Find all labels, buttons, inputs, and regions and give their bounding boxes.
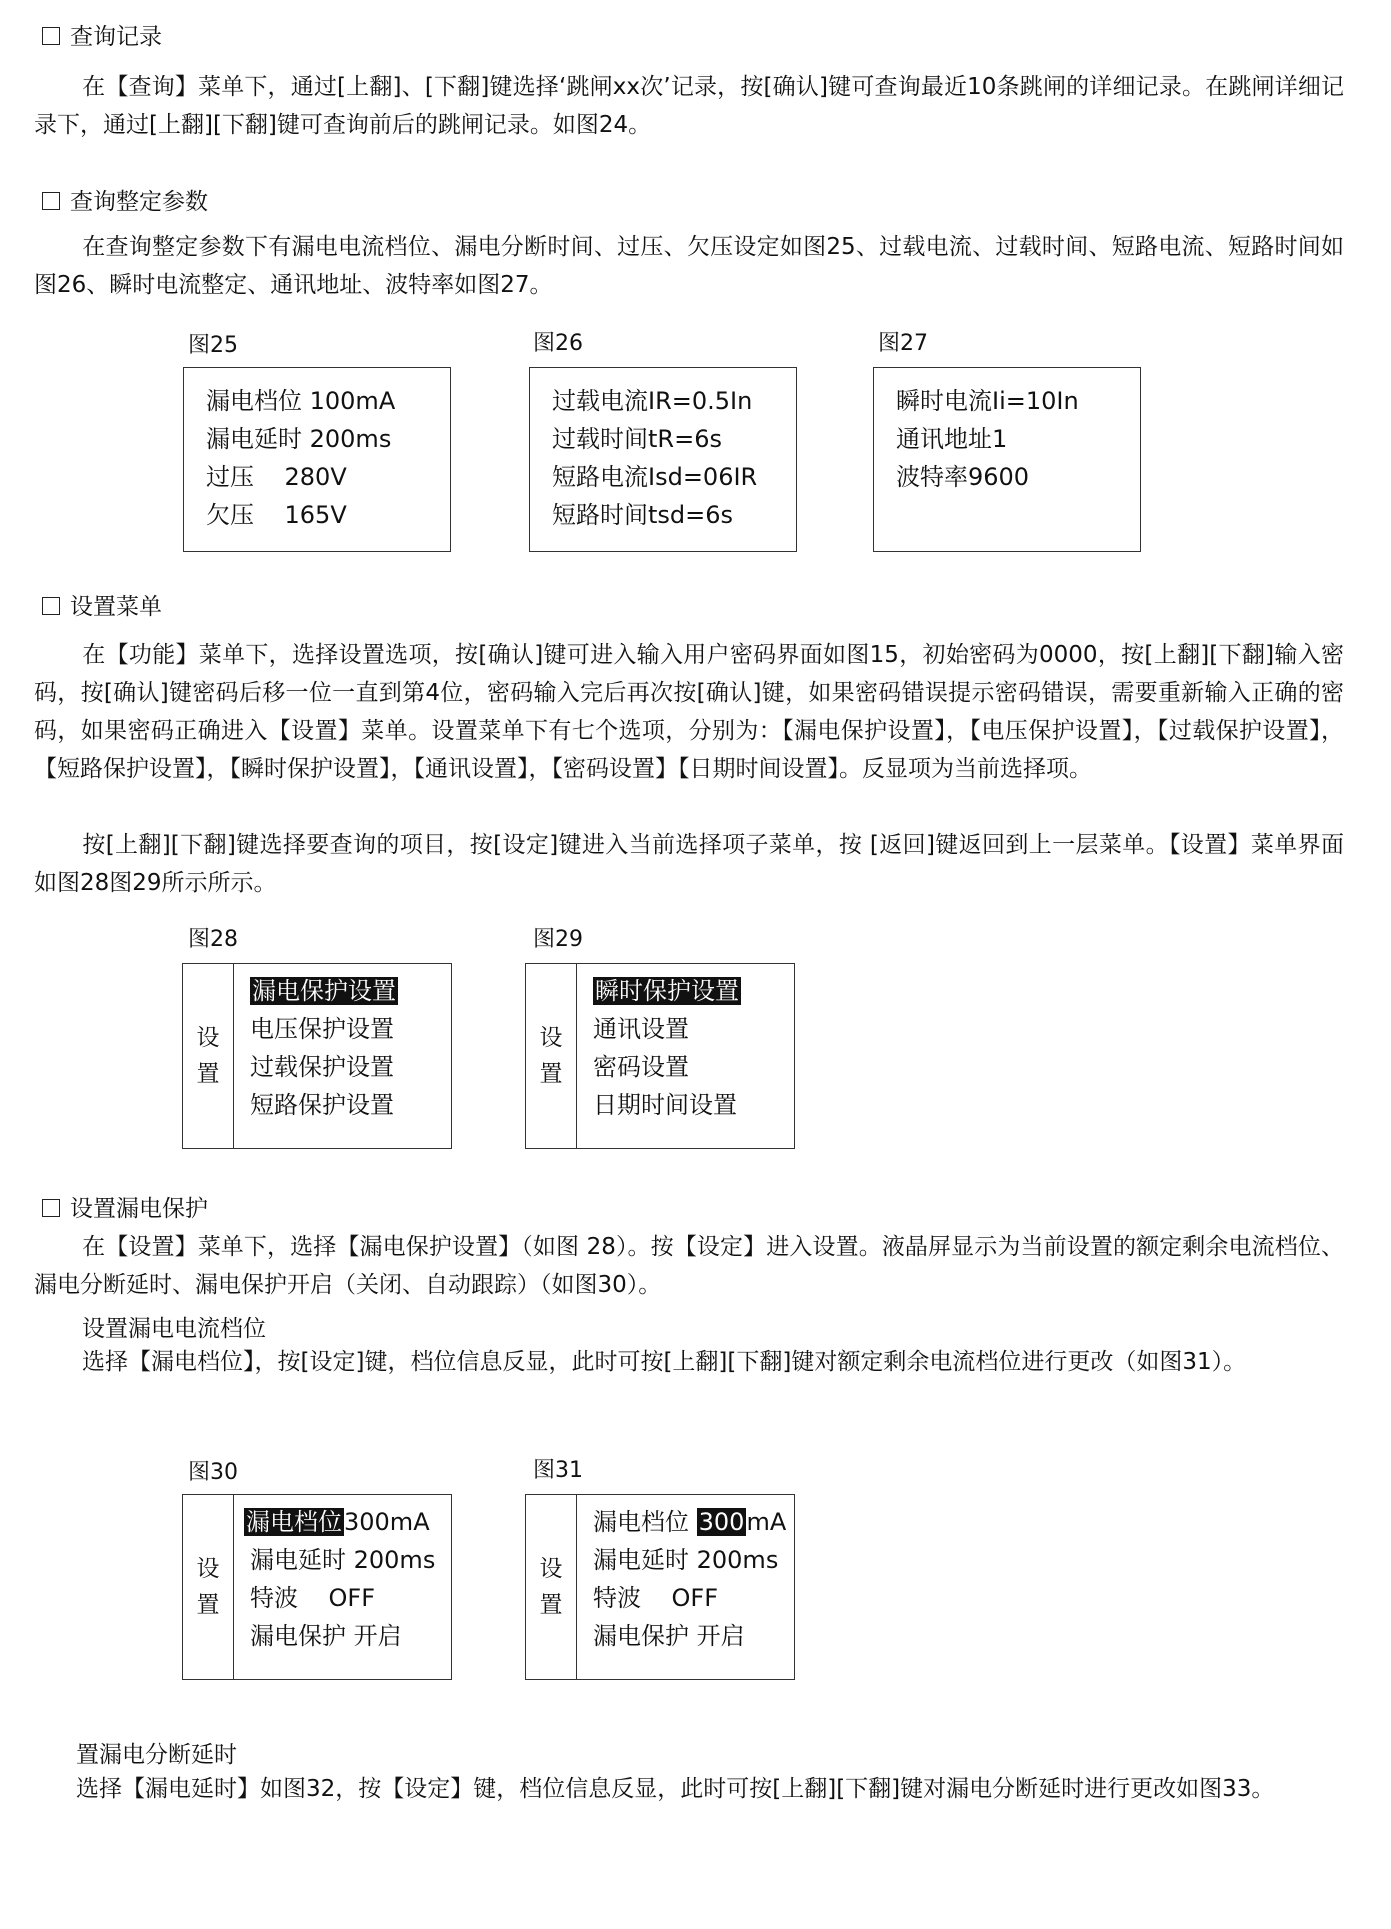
- figure-label-25: 图25: [188, 333, 238, 358]
- paragraph-text: 在【查询】菜单下，通过[上翻]、[下翻]键选择‘跳闸xx次’记录，按[确认]键可查询最近10条跳闸的详细记录。在跳闸详细记录下，通过[上翻][下翻]键可查询前后的跳闸记录。如图24。: [34, 74, 1344, 138]
- figure-label-27: 图27: [878, 331, 928, 356]
- field-unit: mA: [746, 1508, 787, 1536]
- lcd-line: 过载电流IR=0.5In: [552, 387, 753, 415]
- field-label: 漏电档位: [593, 1508, 697, 1536]
- lcd-line: 漏电延时 200ms: [206, 425, 392, 453]
- lcd-line: 瞬时电流Ii=10In: [896, 387, 1079, 415]
- menu-item[interactable]: 日期时间设置: [593, 1091, 737, 1119]
- figure-label-31: 图31: [533, 1458, 583, 1483]
- paragraph-set-leakage-1: [34, 1228, 1344, 1304]
- field-value: 300mA: [344, 1508, 430, 1536]
- highlighted-value[interactable]: 300: [698, 1508, 745, 1536]
- lcd-line: 短路电流Isd=06IR: [552, 463, 758, 491]
- checkbox-square-icon: [42, 27, 60, 45]
- paragraph-settings-menu-2: [34, 826, 1344, 902]
- lcd-line: 通讯地址1: [896, 425, 1008, 453]
- menu-row[interactable]: 特波 OFF: [250, 1584, 376, 1612]
- section-title: 设置菜单: [70, 594, 162, 620]
- lcd-line: 过压 280V: [206, 463, 347, 491]
- lcd-line: 过载时间tR=6s: [552, 425, 722, 453]
- menu-side-label: [526, 1495, 577, 1679]
- paragraph-text: 按[上翻][下翻]键选择要查询的项目，按[设定]键进入当前选择项子菜单，按 [返回]键返回到上一层菜单。【设置】菜单界面如图28图29所示所示。: [34, 832, 1344, 896]
- lcd-line: 短路时间tsd=6s: [552, 501, 734, 529]
- section-heading-query-records: [42, 18, 162, 51]
- paragraph-text: 在【设置】菜单下，选择【漏电保护设置】（如图 28）。按【设定】进入设置。液晶屏显示为当前设置的额定剩余电流档位、漏电分断延时、漏电保护开启（关闭、自动跟踪）（如图30）。: [34, 1234, 1344, 1298]
- menu-row[interactable]: 漏电延时 200ms: [250, 1546, 436, 1574]
- lcd-line: 欠压 165V: [206, 501, 347, 529]
- lcd-line: 波特率9600: [896, 463, 1030, 491]
- figure-label-30: 图30: [188, 1460, 238, 1485]
- paragraph-settings-menu-1: [34, 636, 1344, 788]
- paragraph-text: 选择【漏电延时】如图32，按【设定】键，档位信息反显，此时可按[上翻][下翻]键对漏电分断延时进行更改如图33。: [76, 1776, 1275, 1802]
- subheading-leakage-current: 设置漏电电流档位: [82, 1316, 266, 1342]
- paragraph-query-settings: [34, 228, 1344, 304]
- section-heading-query-settings: [42, 183, 208, 216]
- menu-item[interactable]: 通讯设置: [593, 1015, 689, 1043]
- paragraph-text: 在查询整定参数下有漏电电流档位、漏电分断时间、过压、欠压设定如图25、过载电流、过载时间、短路电流、短路时间如图26、瞬时电流整定、通讯地址、波特率如图27。: [34, 234, 1344, 298]
- menu-item[interactable]: 电压保护设置: [250, 1015, 394, 1043]
- side-char: 设: [539, 1556, 563, 1582]
- paragraph-set-leakage-3: [28, 1770, 1338, 1808]
- menu-item-selected[interactable]: 瞬时保护设置: [595, 977, 739, 1005]
- section-title: 设置漏电保护: [70, 1196, 208, 1222]
- lcd-line: 漏电档位 100mA: [206, 387, 396, 415]
- paragraph-query-records: [34, 68, 1344, 144]
- menu-side-label: [526, 964, 577, 1148]
- menu-row[interactable]: 漏电保护 开启: [250, 1622, 402, 1650]
- side-char: 置: [196, 1592, 220, 1618]
- menu-item[interactable]: 短路保护设置: [250, 1091, 394, 1119]
- subheading-leakage-delay: 置漏电分断延时: [76, 1742, 237, 1768]
- menu-side-label: [183, 1495, 234, 1679]
- figure-label-29: 图29: [533, 927, 583, 952]
- menu-side-label: [183, 964, 234, 1148]
- menu-row[interactable]: 特波 OFF: [593, 1584, 719, 1612]
- checkbox-square-icon: [42, 597, 60, 615]
- side-char: 置: [196, 1061, 220, 1087]
- menu-row[interactable]: 漏电延时 200ms: [593, 1546, 779, 1574]
- section-title: 查询整定参数: [70, 189, 208, 215]
- lcd-display-fig27: [873, 367, 1141, 552]
- section-title: 查询记录: [70, 24, 162, 50]
- side-char: 设: [196, 1556, 220, 1582]
- lcd-display-fig26: [529, 367, 797, 552]
- side-char: 置: [539, 1592, 563, 1618]
- checkbox-square-icon: [42, 192, 60, 210]
- menu-row[interactable]: 漏电保护 开启: [593, 1622, 745, 1650]
- menu-display-fig28: [182, 963, 452, 1149]
- side-char: 设: [196, 1025, 220, 1051]
- highlighted-field-label[interactable]: 漏电档位: [246, 1508, 342, 1536]
- menu-item[interactable]: 过载保护设置: [250, 1053, 394, 1081]
- paragraph-text: 在【功能】菜单下，选择设置选项，按[确认]键可进入输入用户密码界面如图15，初始密码为0000，按[上翻][下翻]输入密码，按[确认]键密码后移一位一直到第4位，密码输入完后再次按[确认]键，如果密码错误提示密码错误，需要重新输入正确的密码，如果密码正确进入【设置】菜单。设置菜单下有七个选项，分别为：【漏电保护设置】，【电压保护设置】，【过载保护设置】，【短路保护设置】，【瞬时保护设置】，【通讯设置】，【密码设置】【日期时间设置】。反显项为当前选择项。: [34, 642, 1344, 782]
- checkbox-square-icon: [42, 1199, 60, 1217]
- section-heading-settings-menu: [42, 588, 162, 621]
- lcd-display-fig25: [183, 367, 451, 552]
- menu-item[interactable]: 密码设置: [593, 1053, 689, 1081]
- side-char: 设: [539, 1025, 563, 1051]
- section-heading-set-leakage: [42, 1190, 208, 1223]
- menu-display-fig30: [182, 1494, 452, 1680]
- paragraph-text: 选择【漏电档位】，按[设定]键，档位信息反显，此时可按[上翻][下翻]键对额定剩余电流档位进行更改（如图31）。: [82, 1349, 1247, 1375]
- menu-display-fig31: [525, 1494, 795, 1680]
- menu-display-fig29: [525, 963, 795, 1149]
- figure-label-26: 图26: [533, 331, 583, 356]
- figure-label-28: 图28: [188, 927, 238, 952]
- paragraph-set-leakage-2: [34, 1343, 1344, 1381]
- side-char: 置: [539, 1061, 563, 1087]
- menu-item-selected[interactable]: 漏电保护设置: [252, 977, 396, 1005]
